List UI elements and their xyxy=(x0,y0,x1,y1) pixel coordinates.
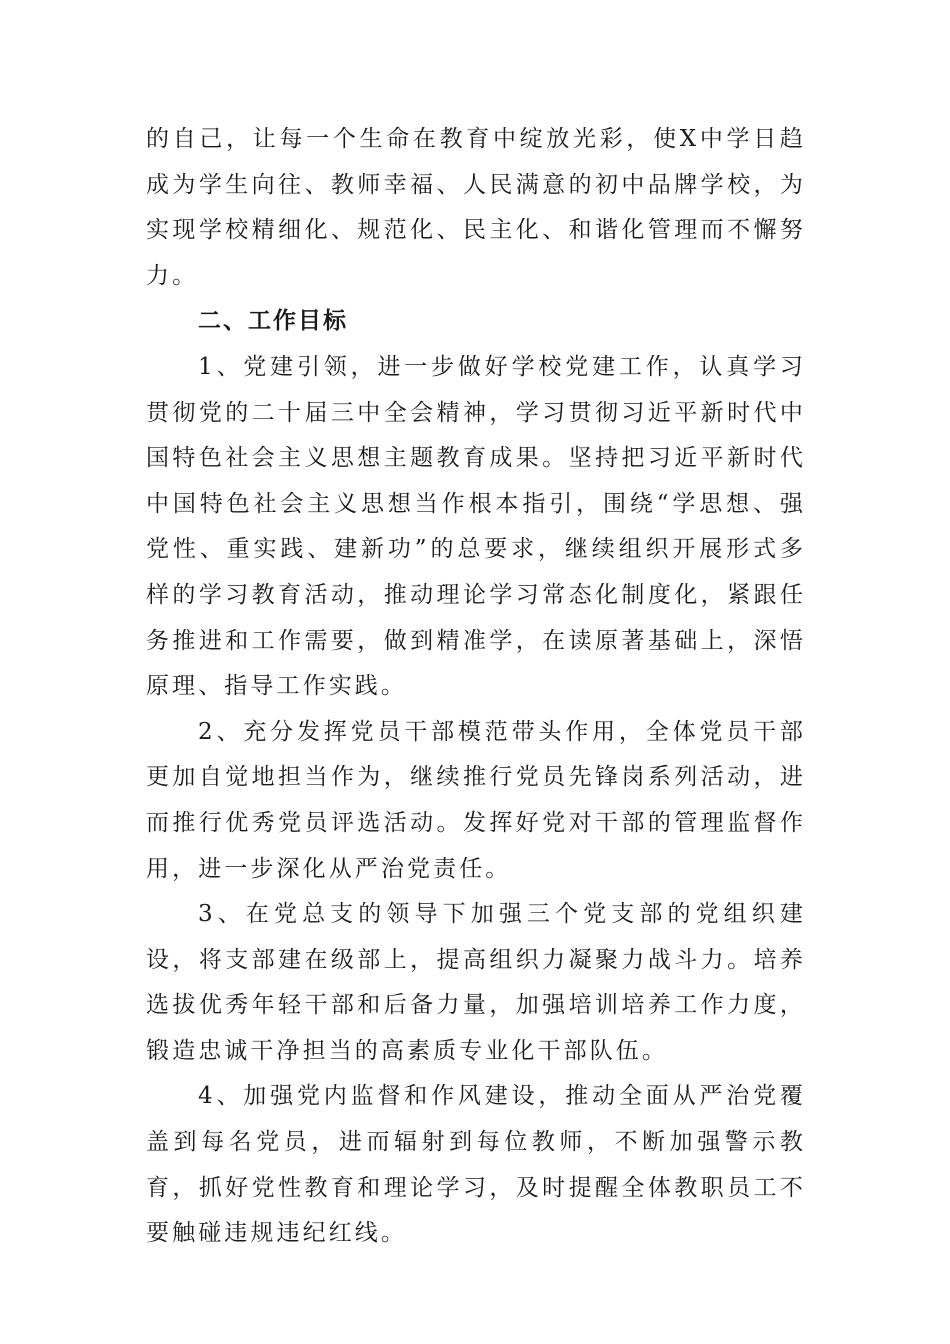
paragraph-continuation: 的自己，让每一个生命在教育中绽放光彩，使X中学日趋成为学生向往、教师幸福、人民满意的初中品牌学校，为实现学校精细化、规范化、民主化、和谐化管理而不懈努力。 xyxy=(146,126,806,289)
paragraph-goal-4: 4、加强党内监督和作风建设，推动全面从严治党覆盖到每名党员，进而辐射到每位教师，不断加强警示教育，抓好党性教育和理论学习，及时提醒全体教职员工不要触碰违规违纪红线。 xyxy=(146,1083,806,1247)
section-heading-work-goals: 二、工作目标 xyxy=(198,308,348,335)
document-body xyxy=(146,117,806,1257)
paragraph-goal-3: 3、在党总支的领导下加强三个党支部的党组织建设，将支部建在级部上，提高组织力凝聚力战斗力。培养选拔优秀年轻干部和后备力量，加强培训培养工作力度，锻造忠诚干净担当的高素质专业化干部队伍。 xyxy=(146,901,806,1064)
paragraph-goal-1: 1、党建引领，进一步做好学校党建工作，认真学习贯彻党的二十届三中全会精神，学习贯彻习近平新时代中国特色社会主义思想主题教育成果。坚持把习近平新时代中国特色社会主义思想当作根本指引，围绕“学思想、强党性、重实践、建新功”的总要求，继续组织开展形式多样的学习教育活动，推动理论学习常态化制度化，紧跟任务推进和工作需要，做到精准学，在读原著基础上，深悟原理、指导工作实践。 xyxy=(146,353,806,700)
paragraph-goal-2: 2、充分发挥党员干部模范带头作用，全体党员干部更加自觉地担当作为，继续推行党员先锋岗系列活动，进而推行优秀党员评选活动。发挥好党对干部的管理监督作用，进一步深化从严治党责任。 xyxy=(146,718,806,882)
